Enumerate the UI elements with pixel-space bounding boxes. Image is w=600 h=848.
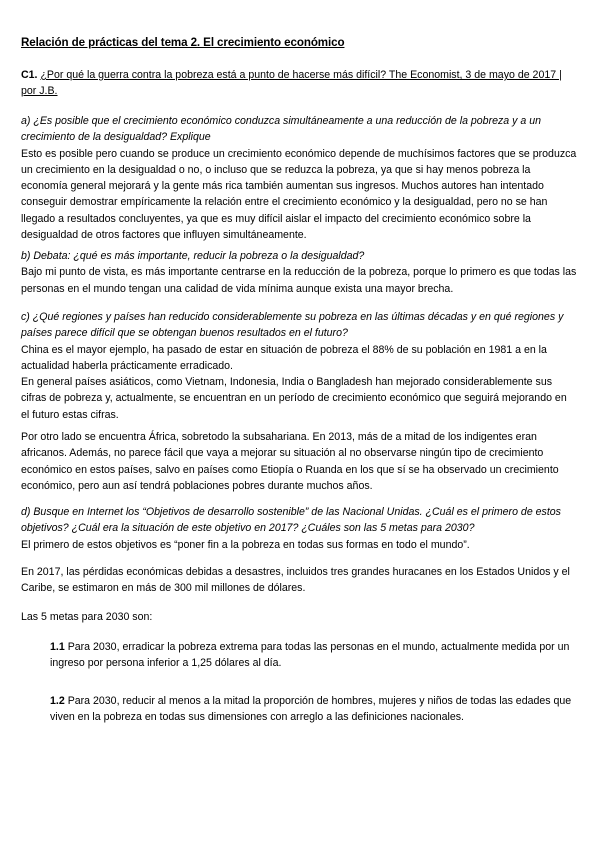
answer-d-1: El primero de estos objetivos es “poner fin a la pobreza en todas sus formas en todo el mundo”. [21,538,470,551]
page-title: Relación de prácticas del tema 2. El crecimiento económico [21,36,345,49]
answer-d-2: En 2017, las pérdidas económicas debidas a desastres, incluidos tres grandes huracanes en los Estados Unidos y el Caribe, se estimaron en más de 300 mil millones de dólares. [21,566,570,595]
question-b: b) Debata: ¿qué es más importante, reducir la pobreza o la desigualdad? [21,250,365,262]
answer-b: Bajo mi punto de vista, es más importante centrarse en la reducción de la pobreza, porque lo primero es que todas las personas en el mundo tengan una calidad de vida mínima aunque exista una mayor brecha. [21,266,577,295]
question-a: a) ¿Es posible que el crecimiento económico conduzca simultáneamente a una reducción de la pobreza y a un crecimiento de la desigualdad? Explique [21,115,541,144]
goal-number: 1.2 [50,695,65,707]
section-b [21,248,577,297]
goal-item [50,639,578,672]
article-reference: ¿Por qué la guerra contra la pobreza está a punto de hacerse más difícil? The Economist, 3 de mayo de 2017 | por J.B. [21,69,562,98]
case-label: C1. [21,69,38,81]
goal-number: 1.1 [50,641,65,653]
answer-c-3: Por otro lado se encuentra África, sobretodo la subsahariana. En 2013, más de a mitad de los indigentes eran africanos. Además, no parece fácil que vaya a mejorar su situación al no observarse ningún tipo de crecimiento económico en estos países, salvo en países como Etiopía o Ruanda en los que sí se ha observado un crecimiento económico, pero aun así tendrá poblaciones pobres durante muchos años. [21,431,559,492]
question-c: c) ¿Qué regiones y países han reducido considerablemente su pobreza en las últimas décadas y en qué regiones y países parece difícil que se obtengan buenos resultados en el futuro? [21,311,564,340]
goal-text: Para 2030, reducir al menos a la mitad la proporción de hombres, mujeres y niños de todas las edades que viven en la pobreza en todas sus dimensiones con arreglo a las definiciones nacionales. [50,695,572,724]
goal-text: Para 2030, erradicar la pobreza extrema para todas las personas en el mundo, actualmente medida por un ingreso por persona inferior a 1,25 dólares al día. [50,641,570,670]
question-d: d) Busque en Internet los “Objetivos de desarrollo sostenible” de las Nacional Unidas. ¿Cuál es el primero de estos objetivos? ¿Cuál era la situación de este objetivo en 2017? ¿Cuáles son las 5 metas para 2030? [21,506,561,535]
answer-d-3: Las 5 metas para 2030 son: [21,611,153,623]
goal-item [50,693,578,726]
section-c [21,309,577,423]
answer-c-1: China es el mayor ejemplo, ha pasado de estar en situación de pobreza el 88% de su población en 1981 a en la actualidad haberla prácticamente erradicado. [21,343,547,372]
case-heading [21,67,577,100]
section-d [21,504,577,553]
section-a [21,113,577,243]
answer-a: Esto es posible pero cuando se produce un crecimiento económico depende de muchísimos factores que se produzca un crecimiento en la desigualdad o no, o incluso que se reduzca la pobreza, ya que si hay menos pobreza la economía general mejorará y la gente más rica también aumentan sus ingresos. Muchos autores han intentado conseguir demostrar empíricamente la relación entre el crecimiento económico y la desigualdad, pero no se han llegado a resultados concluyentes, ya que es muy difícil aislar el impacto del crecimiento económico sobre la desigualdad de otros factores que influyen simultáneamente. [21,147,577,242]
answer-c-2: En general países asiáticos, como Vietnam, Indonesia, India o Bangladesh han mejorado considerablemente sus cifras de pobreza y, actualmente, se encuentran en un período de crecimiento económico que seguirá mejorando en el futuro estas cifras. [21,376,567,421]
